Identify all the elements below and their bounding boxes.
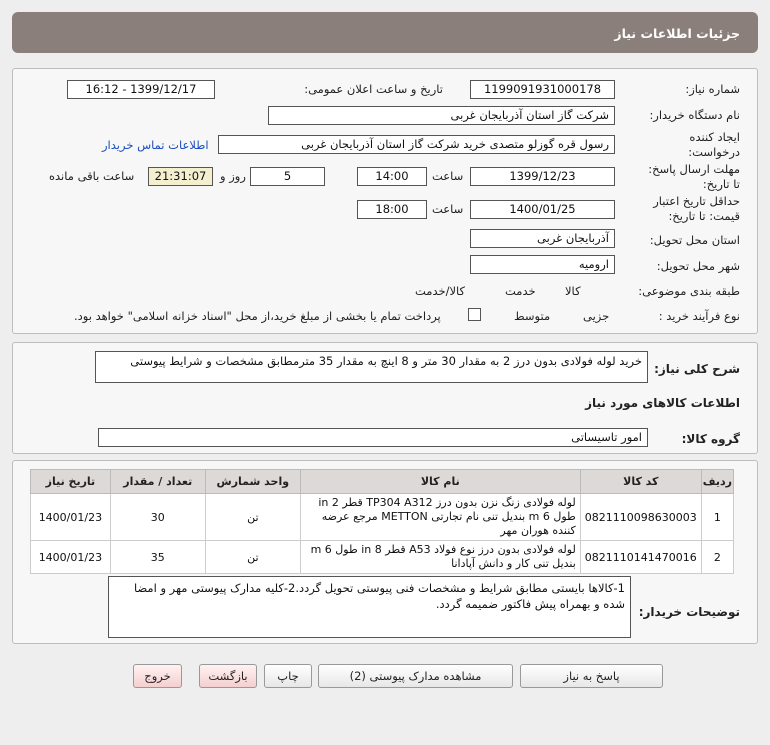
col-date: تاریخ نیاز bbox=[31, 470, 111, 494]
view-attachments-button[interactable]: مشاهده مدارک پیوستی (2) bbox=[318, 664, 513, 688]
table-row bbox=[31, 541, 734, 574]
category-goods-service-label: کالا/خدمت bbox=[415, 284, 466, 298]
col-row: ردیف bbox=[701, 470, 733, 494]
item-qty: 30 bbox=[110, 494, 205, 541]
purchase-process-label: نوع فرآیند خرید : bbox=[658, 309, 740, 323]
requester-label-1: ایجاد کننده bbox=[689, 130, 740, 144]
item-date: 1400/01/23 bbox=[31, 494, 111, 541]
price-validity-time-field: 18:00 bbox=[357, 200, 427, 219]
process-minor-label: جزیی bbox=[583, 309, 610, 323]
row-index: 1 bbox=[701, 494, 733, 541]
items-table bbox=[30, 469, 734, 574]
row-index: 2 bbox=[701, 541, 733, 574]
time-remaining-field: 21:31:07 bbox=[148, 167, 213, 186]
item-unit: تن bbox=[205, 541, 300, 574]
buyer-contact-link[interactable]: اطلاعات تماس خریدار bbox=[102, 138, 209, 152]
days-remaining-field: 5 bbox=[250, 167, 325, 186]
time-remaining-label: ساعت باقی مانده bbox=[49, 169, 135, 183]
treasury-bonds-checkbox[interactable] bbox=[468, 308, 481, 321]
price-validity-date-field: 1400/01/25 bbox=[470, 200, 615, 219]
page-title-bar bbox=[12, 12, 758, 53]
treasury-bonds-note: پرداخت تمام یا بخشی از مبلغ خرید،از محل "اسناد خزانه اسلامی" خواهد بود. bbox=[74, 309, 441, 323]
goods-group-label: گروه کالا: bbox=[681, 432, 740, 446]
description-label: شرح کلی نیاز: bbox=[654, 362, 740, 376]
table-row bbox=[31, 494, 734, 541]
price-validity-label-1: حداقل تاریخ اعتبار bbox=[653, 194, 740, 208]
send-deadline-label-2: تا تاریخ: bbox=[702, 177, 740, 191]
exit-button[interactable]: خروج bbox=[133, 664, 182, 688]
category-goods-label: کالا bbox=[565, 284, 581, 298]
category-service-label: خدمت bbox=[505, 284, 536, 298]
item-unit: تن bbox=[205, 494, 300, 541]
buyer-org-field: شرکت گاز استان آذربایجان غربی bbox=[268, 106, 615, 125]
items-table-wrap bbox=[30, 469, 734, 574]
item-code: 0821110141470016 bbox=[580, 541, 701, 574]
need-number-field: 1199091931000178 bbox=[470, 80, 615, 99]
send-deadline-time-label: ساعت bbox=[432, 169, 464, 183]
reply-button[interactable]: پاسخ به نیاز bbox=[520, 664, 663, 688]
description-text: خرید لوله فولادی بدون درز 2 به مقدار 30 متر و 8 اینچ به مقدار 35 مترمطابق مشخصات و شرایط پیوستی bbox=[130, 354, 642, 368]
goods-group-field: امور تاسیساتی bbox=[98, 428, 648, 447]
col-qty: تعداد / مقدار bbox=[110, 470, 205, 494]
item-code: 0821110098630003 bbox=[580, 494, 701, 541]
announce-datetime-label: تاریخ و ساعت اعلان عمومی: bbox=[304, 82, 443, 96]
item-name: لوله فولادی بدون درز نوع فولاد A53 قطر in 8 طول m 6 بندیل تنی کار و دانش آپادانا bbox=[300, 541, 580, 574]
item-date: 1400/01/23 bbox=[31, 541, 111, 574]
send-deadline-time-field: 14:00 bbox=[357, 167, 427, 186]
col-name: نام کالا bbox=[300, 470, 580, 494]
back-button[interactable]: بازگشت bbox=[199, 664, 257, 688]
page-title: جزئیات اطلاعات نیاز bbox=[614, 26, 740, 41]
buyer-org-label: نام دستگاه خریدار: bbox=[649, 108, 740, 122]
delivery-province-field: آذربایجان غربی bbox=[470, 229, 615, 248]
items-table-header bbox=[31, 470, 734, 494]
goods-section-title: اطلاعات کالاهای مورد نیاز bbox=[585, 396, 740, 410]
item-qty: 35 bbox=[110, 541, 205, 574]
requester-field: رسول قره گوزلو متصدی خرید شرکت گاز استان آذربایجان غربی bbox=[218, 135, 615, 154]
col-unit: واحد شمارش bbox=[205, 470, 300, 494]
buyer-notes-text: 1-کالاها بایستی مطابق شرایط و مشخصات فنی پیوستی تحویل گردد.2-کلیه مدارک پیوستی مهر و امضا شده و بهمراه پیش فاکتور ضمیمه گردد. bbox=[133, 581, 625, 611]
delivery-city-label: شهر محل تحویل: bbox=[656, 259, 740, 273]
item-name: لوله فولادی زنگ نزن بدون درز TP304 A312 قطر in 2 طول 6 m بندیل تنی نام تجارتی METTON مرجع عرضه کننده هوران مهر bbox=[300, 494, 580, 541]
days-label: روز و bbox=[220, 169, 246, 183]
need-number-label: شماره نیاز: bbox=[685, 82, 740, 96]
send-deadline-label-1: مهلت ارسال پاسخ: bbox=[648, 162, 740, 176]
send-deadline-date-field: 1399/12/23 bbox=[470, 167, 615, 186]
buyer-notes-label: توضیحات خریدار: bbox=[638, 605, 740, 619]
col-code: کد کالا bbox=[580, 470, 701, 494]
requester-label-2: درخواست: bbox=[688, 145, 740, 159]
price-validity-label-2: قیمت: تا تاریخ: bbox=[668, 209, 740, 223]
delivery-province-label: استان محل تحویل: bbox=[649, 233, 740, 247]
announce-datetime-field: 1399/12/17 - 16:12 bbox=[67, 80, 215, 99]
process-medium-label: متوسط bbox=[514, 309, 551, 323]
category-label: طبقه بندی موضوعی: bbox=[638, 284, 740, 298]
price-validity-time-label: ساعت bbox=[432, 202, 464, 216]
delivery-city-field: ارومیه bbox=[470, 255, 615, 274]
print-button[interactable]: چاپ bbox=[264, 664, 312, 688]
buyer-notes-box bbox=[108, 576, 631, 638]
description-box bbox=[95, 351, 648, 383]
